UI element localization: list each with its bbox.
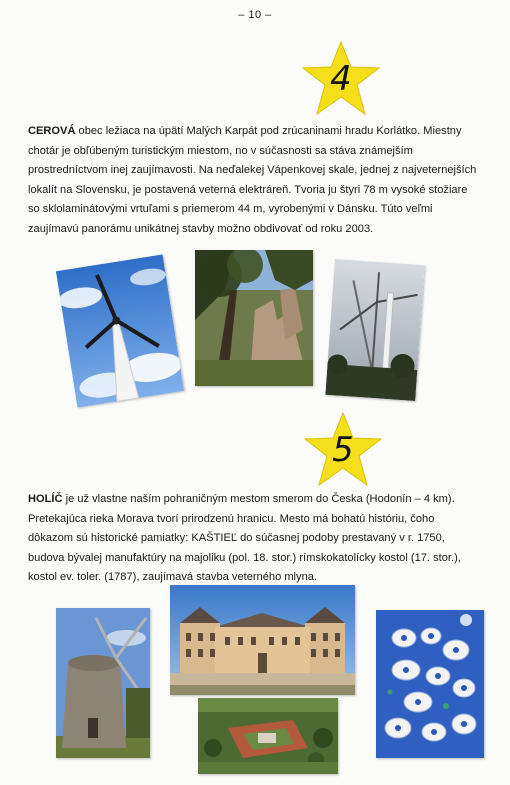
turbine-construction-photo bbox=[325, 259, 424, 401]
section-4-number: 4 bbox=[330, 59, 352, 99]
section-5-star bbox=[302, 411, 384, 489]
wind-turbine-photo bbox=[56, 254, 184, 407]
section-5-paragraph bbox=[28, 490, 461, 588]
page-number: – 10 – bbox=[238, 9, 272, 21]
section-5-number: 5 bbox=[332, 430, 354, 470]
section-4-paragraph bbox=[28, 122, 476, 240]
paragraph-line: HOLÍČ je už vlastne naším pohraničným mestom smerom do Česka (Hodonín – 4 km). bbox=[28, 493, 455, 505]
section-4-star bbox=[300, 40, 382, 118]
majolica-ceramics-photo bbox=[376, 610, 484, 758]
paragraph-line: budova bývalej manufaktúry na majoliku (pol. 18. stor.) rímskokatolícky kostol (17. stor.), bbox=[28, 551, 461, 564]
place-name: CEROVÁ bbox=[28, 125, 76, 137]
paragraph-line: zaujímavú panorámu unikátnej stavby možno obdivovať od roku 2003. bbox=[28, 222, 374, 235]
paragraph-line: chotár je obľúbeným turistickým miestom, no v súčasnosti sa stáva známejším bbox=[28, 144, 413, 157]
paragraph-line: prostredníctvom inej zaujímavosti. Na neďalekej Vápenkovej skale, jednej z najveternejších bbox=[28, 164, 477, 177]
place-name: HOLÍČ bbox=[28, 493, 63, 505]
paragraph-line: Pretekajúca rieka Morava tvorí prirodzenú hranicu. Mesto má bohatú históriu, čoho bbox=[28, 512, 435, 525]
paragraph-line: CEROVÁ obec ležiaca na úpätí Malých Karpát pod zrúcaninami hradu Korlátko. Miestny bbox=[28, 125, 462, 137]
paragraph-line: so sklolaminátovými vrtuľami s priemerom 44 m, vyrobenými v Dánsku. Túto veľmi bbox=[28, 203, 433, 216]
paragraph-line: kostol ev. toler. (1787), zaujímavá stavba veterného mlyna. bbox=[28, 571, 317, 584]
aerial-view-photo bbox=[198, 698, 338, 774]
paragraph-line: dôkazom sú historické pamiatky: KAŠTIEĽ do súčasnej podoby prestavaný v r. 1750, bbox=[28, 532, 445, 545]
paragraph-line: lokalít na Slovensku, je postavená veterná elektráreň. Tvoria ju štyri 78 m vysoké stožiare bbox=[28, 183, 468, 196]
windmill-photo bbox=[56, 608, 150, 758]
chateau-photo bbox=[170, 585, 355, 695]
castle-ruins-photo bbox=[195, 250, 313, 386]
